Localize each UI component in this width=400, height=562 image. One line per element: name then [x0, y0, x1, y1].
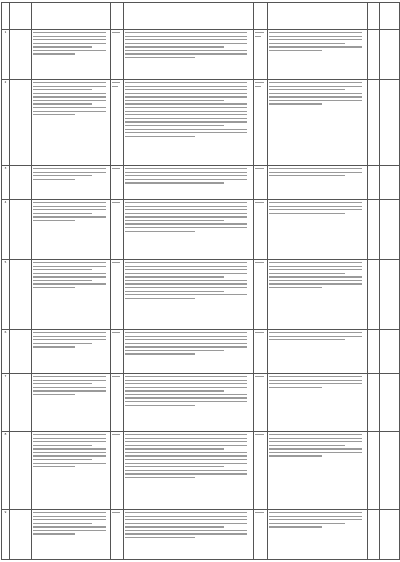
row-reason — [124, 80, 254, 166]
row-issue — [32, 374, 111, 432]
table-header-row — [2, 3, 400, 30]
row-type — [111, 260, 124, 330]
header-type — [111, 3, 124, 30]
row-type — [111, 80, 124, 166]
row-note — [380, 166, 400, 200]
row-code — [10, 432, 32, 510]
row-dept — [254, 374, 268, 432]
header-dept — [254, 3, 268, 30]
row-seq: 9 — [2, 510, 10, 560]
rectification-table — [1, 2, 400, 560]
row-status — [368, 510, 380, 560]
row-result — [268, 374, 368, 432]
row-reason — [124, 166, 254, 200]
row-result — [268, 30, 368, 80]
header-result — [268, 3, 368, 30]
table-row — [2, 80, 400, 166]
row-code — [10, 260, 32, 330]
row-result — [268, 260, 368, 330]
row-issue — [32, 80, 111, 166]
row-issue — [32, 166, 111, 200]
row-type — [111, 432, 124, 510]
table-row — [2, 374, 400, 432]
row-dept — [254, 330, 268, 374]
row-status — [368, 30, 380, 80]
row-result — [268, 166, 368, 200]
row-type — [111, 374, 124, 432]
row-status — [368, 432, 380, 510]
row-dept — [254, 80, 268, 166]
header-code — [10, 3, 32, 30]
row-seq: 1 — [2, 30, 10, 80]
row-reason — [124, 432, 254, 510]
table-row — [2, 330, 400, 374]
row-dept — [254, 30, 268, 80]
row-status — [368, 330, 380, 374]
row-type — [111, 200, 124, 260]
row-status — [368, 80, 380, 166]
row-status — [368, 260, 380, 330]
row-issue — [32, 30, 111, 80]
row-reason — [124, 374, 254, 432]
row-note — [380, 30, 400, 80]
header-reason — [124, 3, 254, 30]
row-code — [10, 166, 32, 200]
row-issue — [32, 200, 111, 260]
row-code — [10, 200, 32, 260]
row-type — [111, 510, 124, 560]
row-note — [380, 260, 400, 330]
row-seq: 6 — [2, 330, 10, 374]
row-result — [268, 330, 368, 374]
row-seq: 2 — [2, 80, 10, 166]
row-reason — [124, 330, 254, 374]
row-status — [368, 374, 380, 432]
row-result — [268, 200, 368, 260]
row-reason — [124, 260, 254, 330]
header-seq — [2, 3, 10, 30]
row-dept — [254, 200, 268, 260]
table-row — [2, 166, 400, 200]
row-seq: 3 — [2, 166, 10, 200]
row-result — [268, 432, 368, 510]
row-reason — [124, 200, 254, 260]
row-code — [10, 330, 32, 374]
row-issue — [32, 260, 111, 330]
row-result — [268, 80, 368, 166]
row-note — [380, 510, 400, 560]
row-seq: 7 — [2, 374, 10, 432]
row-dept — [254, 510, 268, 560]
row-type — [111, 30, 124, 80]
row-code — [10, 80, 32, 166]
header-status — [368, 3, 380, 30]
table-row — [2, 200, 400, 260]
row-code — [10, 510, 32, 560]
row-note — [380, 432, 400, 510]
row-seq: 4 — [2, 200, 10, 260]
row-type — [111, 330, 124, 374]
row-seq: 8 — [2, 432, 10, 510]
row-note — [380, 200, 400, 260]
row-type — [111, 166, 124, 200]
row-status — [368, 166, 380, 200]
row-issue — [32, 432, 111, 510]
row-code — [10, 374, 32, 432]
row-reason — [124, 30, 254, 80]
row-dept — [254, 432, 268, 510]
table-row — [2, 432, 400, 510]
header-issue — [32, 3, 111, 30]
row-note — [380, 330, 400, 374]
row-result — [268, 510, 368, 560]
table-row — [2, 260, 400, 330]
row-code — [10, 30, 32, 80]
row-note — [380, 80, 400, 166]
row-issue — [32, 510, 111, 560]
row-reason — [124, 510, 254, 560]
header-note — [380, 3, 400, 30]
row-note — [380, 374, 400, 432]
row-status — [368, 200, 380, 260]
table-row — [2, 30, 400, 80]
row-issue — [32, 330, 111, 374]
row-dept — [254, 166, 268, 200]
row-dept — [254, 260, 268, 330]
row-seq: 5 — [2, 260, 10, 330]
table-row — [2, 510, 400, 560]
